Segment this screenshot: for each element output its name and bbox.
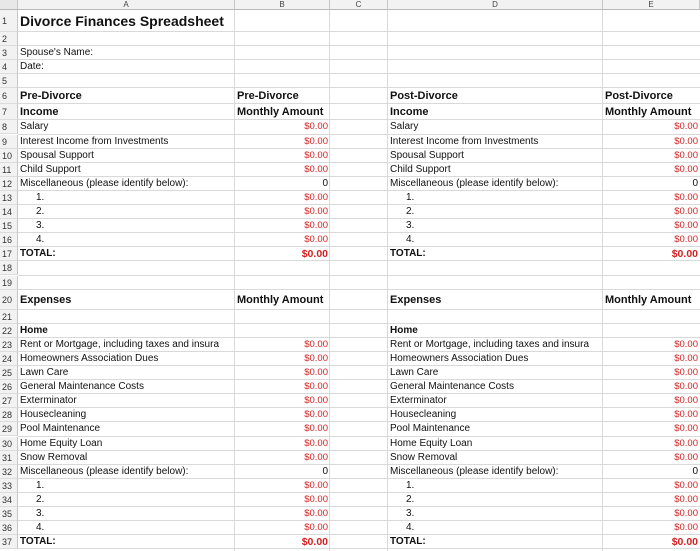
income-item-value[interactable]: $0.00 [674,149,698,161]
income-item-value[interactable]: $0.00 [304,163,328,175]
income-misc-item-value[interactable]: $0.00 [674,206,698,217]
row-header[interactable]: 31 [0,451,18,465]
home-expense-label[interactable]: Snow Removal [390,451,458,463]
income-misc-item-label[interactable]: 2. [406,206,415,217]
home-expense-value[interactable]: $0.00 [674,437,698,449]
expense-misc-item-label[interactable]: 3. [36,508,45,519]
expense-misc-item-label[interactable]: 1. [406,479,415,491]
row-header[interactable]: 16 [0,233,18,247]
select-all-corner[interactable] [0,0,18,10]
expense-total-label[interactable]: TOTAL: [390,536,426,548]
expense-misc-value[interactable]: 0 [322,465,328,477]
row-header[interactable]: 22 [0,324,18,338]
row-header[interactable]: 2 [0,32,18,46]
expense-total-label[interactable]: TOTAL: [20,536,56,548]
expense-misc-item-label[interactable]: 4. [406,522,415,534]
row-header[interactable]: 10 [0,149,18,163]
expense-misc-item-label[interactable]: 4. [36,522,45,534]
row-header[interactable]: 23 [0,338,18,352]
home-expense-label[interactable]: Rent or Mortgage, including taxes and insura [390,338,590,350]
income-item-label[interactable]: Salary [390,121,419,133]
home-expense-value[interactable]: $0.00 [304,409,328,421]
expense-misc-item-label[interactable]: 3. [406,508,415,519]
home-expense-label[interactable]: General Maintenance Costs [20,381,144,393]
income-misc-item-label[interactable]: 4. [406,234,415,246]
home-section-label[interactable]: Home [390,324,418,336]
income-total-label[interactable]: TOTAL: [390,248,426,260]
row-header[interactable]: 18 [0,261,18,275]
income-misc-item-value[interactable]: $0.00 [674,191,698,203]
home-expense-value[interactable]: $0.00 [674,338,698,350]
home-expense-label[interactable]: Homeowners Association Dues [390,352,529,364]
row-header[interactable]: 19 [0,276,18,290]
pre_divorce-expenses-label[interactable]: Expenses [20,293,72,306]
row-header[interactable]: 7 [0,104,18,120]
income-misc-label[interactable]: Miscellaneous (please identify below): [20,177,189,189]
expense-misc-value[interactable]: 0 [692,465,698,477]
home-expense-label[interactable]: Pool Maintenance [20,423,101,435]
pre_divorce-expenses-amount-heading[interactable]: Monthly Amount [237,293,324,306]
income-misc-label[interactable]: Miscellaneous (please identify below): [390,177,559,189]
income-misc-item-value[interactable]: $0.00 [304,220,328,232]
home-expense-value[interactable]: $0.00 [674,367,698,378]
home-expense-label[interactable]: Rent or Mortgage, including taxes and insura [20,338,220,350]
home-section-label[interactable]: Home [20,324,48,336]
income-misc-item-label[interactable]: 3. [406,220,415,232]
home-expense-value[interactable]: $0.00 [674,423,698,435]
post_divorce-column-heading[interactable]: Post-Divorce [605,90,673,103]
income-item-value[interactable]: $0.00 [304,135,328,147]
pre_divorce-income-label[interactable]: Income [20,106,59,119]
pre_divorce-heading[interactable]: Pre-Divorce [20,90,82,103]
row-header[interactable]: 30 [0,437,18,451]
expense-misc-item-value[interactable]: $0.00 [674,479,698,491]
home-expense-label[interactable]: Pool Maintenance [390,423,471,435]
column-header-5[interactable]: E [603,0,700,10]
expense-misc-item-value[interactable]: $0.00 [674,493,698,505]
home-expense-value[interactable]: $0.00 [674,381,698,393]
home-expense-label[interactable]: Lawn Care [20,367,69,378]
expense-misc-label[interactable]: Miscellaneous (please identify below): [390,465,559,477]
income-misc-item-value[interactable]: $0.00 [304,234,328,246]
income-item-label[interactable]: Spousal Support [390,149,464,161]
income-misc-value[interactable]: 0 [692,177,698,189]
home-expense-label[interactable]: Home Equity Loan [390,437,473,449]
grid-row-line [18,275,700,276]
sheet-title[interactable]: Divorce Finances Spreadsheet [20,13,224,29]
row-header[interactable]: 29 [0,422,18,436]
expense-misc-item-label[interactable]: 2. [406,493,415,505]
row-header[interactable]: 37 [0,535,18,549]
income-item-value[interactable]: $0.00 [304,121,328,133]
home-expense-label[interactable]: Snow Removal [20,451,88,463]
home-expense-label[interactable]: Homeowners Association Dues [20,352,159,364]
row-header[interactable]: 24 [0,352,18,366]
home-expense-value[interactable]: $0.00 [304,367,328,378]
expense-misc-item-value[interactable]: $0.00 [674,522,698,534]
home-expense-label[interactable]: General Maintenance Costs [390,381,514,393]
home-expense-value[interactable]: $0.00 [674,451,698,463]
row-header[interactable]: 6 [0,88,18,104]
row-header[interactable]: 26 [0,380,18,394]
row-header[interactable]: 21 [0,310,18,324]
income-misc-item-value[interactable]: $0.00 [304,206,328,217]
income-item-value[interactable]: $0.00 [674,135,698,147]
income-misc-item-value[interactable]: $0.00 [674,234,698,246]
home-expense-value[interactable]: $0.00 [674,409,698,421]
home-expense-value[interactable]: $0.00 [674,395,698,407]
expense-misc-item-value[interactable]: $0.00 [304,479,328,491]
post_divorce-expenses-amount-heading[interactable]: Monthly Amount [605,293,692,306]
expense-misc-item-value[interactable]: $0.00 [304,493,328,505]
income-total-value[interactable]: $0.00 [671,248,698,261]
income-item-value[interactable]: $0.00 [674,163,698,175]
row-header[interactable]: 17 [0,247,18,261]
home-expense-value[interactable]: $0.00 [304,381,328,393]
expense-misc-label[interactable]: Miscellaneous (please identify below): [20,465,189,477]
row-header[interactable]: 28 [0,408,18,422]
post_divorce-monthly-amount-heading[interactable]: Monthly Amount [605,106,692,119]
income-item-label[interactable]: Interest Income from Investments [20,135,169,147]
expense-misc-item-value[interactable]: $0.00 [304,508,328,519]
row-header[interactable]: 5 [0,74,18,88]
home-expense-label[interactable]: Lawn Care [390,367,439,378]
income-item-label[interactable]: Child Support [390,163,451,175]
home-expense-value[interactable]: $0.00 [304,451,328,463]
income-misc-item-value[interactable]: $0.00 [304,191,328,203]
income-item-value[interactable]: $0.00 [304,149,328,161]
income-item-label[interactable]: Interest Income from Investments [390,135,539,147]
income-misc-item-label[interactable]: 3. [36,220,45,232]
income-misc-item-label[interactable]: 2. [36,206,45,217]
pre_divorce-monthly-amount-heading[interactable]: Monthly Amount [237,106,324,119]
column-header-2[interactable]: B [235,0,330,10]
home-expense-value[interactable]: $0.00 [304,423,328,435]
post_divorce-heading[interactable]: Post-Divorce [390,90,458,103]
income-item-label[interactable]: Spousal Support [20,149,94,161]
column-header-4[interactable]: D [388,0,603,10]
row-header[interactable]: 3 [0,46,18,60]
row-header[interactable]: 33 [0,479,18,493]
income-misc-item-value[interactable]: $0.00 [674,220,698,232]
row-header[interactable]: 14 [0,205,18,219]
income-item-label[interactable]: Salary [20,121,49,133]
expense-total-value[interactable]: $0.00 [301,536,328,549]
home-expense-label[interactable]: Housecleaning [390,409,457,421]
row-header[interactable]: 12 [0,177,18,191]
income-misc-value[interactable]: 0 [322,177,328,189]
home-expense-value[interactable]: $0.00 [304,352,328,364]
row-header[interactable]: 25 [0,366,18,380]
home-expense-label[interactable]: Housecleaning [20,409,87,421]
income-misc-item-label[interactable]: 4. [36,234,45,246]
row-header[interactable]: 34 [0,493,18,507]
column-header-1[interactable]: A [18,0,235,10]
home-expense-value[interactable]: $0.00 [304,437,328,449]
income-total-label[interactable]: TOTAL: [20,248,56,260]
row-header[interactable]: 1 [0,10,18,32]
spouse-name-label[interactable]: Spouse's Name: [20,47,94,59]
home-expense-value[interactable]: $0.00 [674,352,698,364]
income-misc-item-label[interactable]: 1. [406,191,415,203]
income-item-label[interactable]: Child Support [20,163,81,175]
row-header[interactable]: 32 [0,465,18,479]
income-total-value[interactable]: $0.00 [301,248,328,261]
home-expense-value[interactable]: $0.00 [304,338,328,350]
row-header[interactable]: 20 [0,290,18,310]
home-expense-value[interactable]: $0.00 [304,395,328,407]
column-header-3[interactable]: C [330,0,388,10]
pre_divorce-column-heading[interactable]: Pre-Divorce [237,90,299,103]
home-expense-label[interactable]: Exterminator [390,395,447,407]
home-expense-label[interactable]: Exterminator [20,395,77,407]
row-header[interactable]: 15 [0,219,18,233]
date-label[interactable]: Date: [20,61,44,73]
expense-misc-item-value[interactable]: $0.00 [674,508,698,519]
row-header[interactable]: 36 [0,521,18,535]
row-header[interactable]: 13 [0,191,18,205]
row-header[interactable]: 11 [0,163,18,177]
row-header[interactable]: 9 [0,135,18,149]
expense-misc-item-value[interactable]: $0.00 [304,522,328,534]
row-header[interactable]: 4 [0,60,18,74]
income-misc-item-label[interactable]: 1. [36,191,45,203]
expense-misc-item-label[interactable]: 2. [36,493,45,505]
expense-misc-item-label[interactable]: 1. [36,479,45,491]
post_divorce-income-label[interactable]: Income [390,106,429,119]
income-item-value[interactable]: $0.00 [674,121,698,133]
row-header[interactable]: 27 [0,394,18,408]
row-header[interactable]: 35 [0,507,18,521]
home-expense-label[interactable]: Home Equity Loan [20,437,103,449]
row-header[interactable]: 8 [0,120,18,134]
expense-total-value[interactable]: $0.00 [671,536,698,549]
post_divorce-expenses-label[interactable]: Expenses [390,293,442,306]
